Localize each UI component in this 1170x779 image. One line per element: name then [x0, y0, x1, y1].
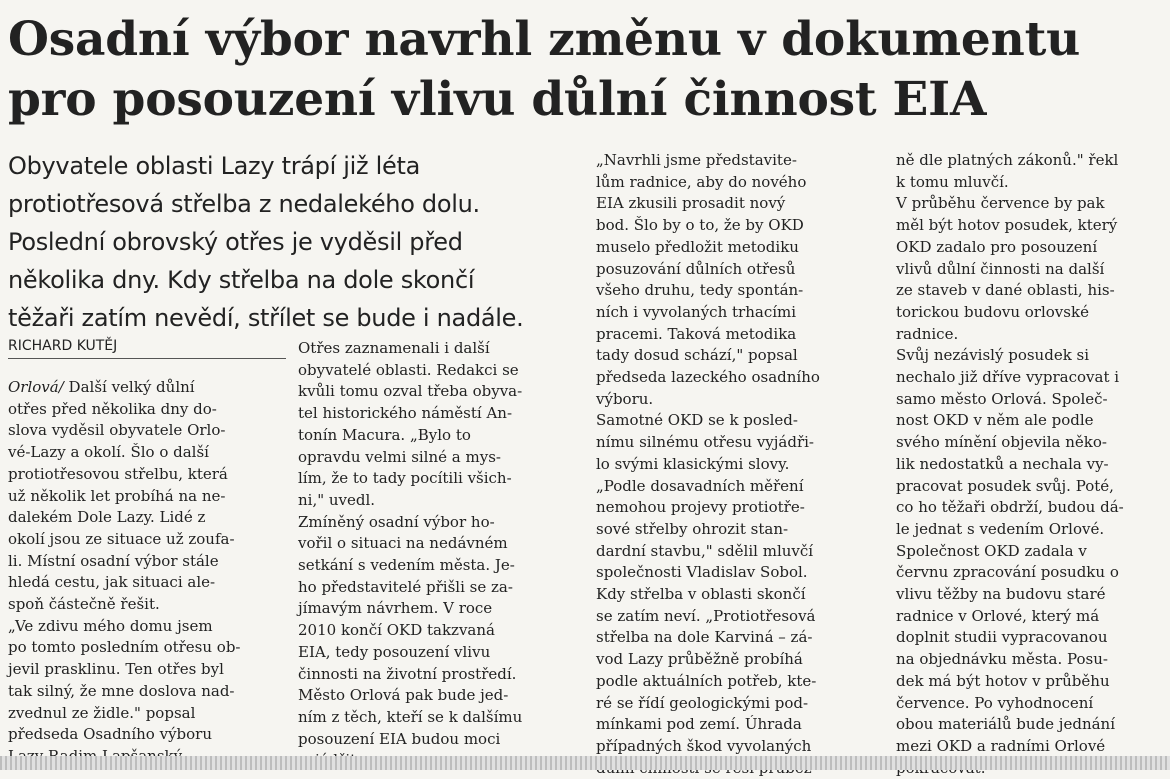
article-text-line: nechalo již dříve vypracovat i [896, 368, 1120, 387]
dateline: Orlová/ [8, 378, 64, 396]
article-text-line: se zatím neví. „Protiotřesová [596, 606, 816, 625]
article-text-line: zvednul ze židle." popsal [8, 703, 196, 722]
article-text-line: Otřes zaznamenali i další [298, 339, 490, 357]
article-text-line: radnice. [896, 324, 959, 343]
lead-line: Poslední obrovský otřes je vyděsil před [8, 228, 463, 256]
article-text-line: Svůj nezávislý posudek si [896, 346, 1090, 365]
article-text-line: nemohou projevy protiotře- [596, 498, 805, 517]
headline-line: pro posouzení vlivu důlní činnost EIA [8, 72, 987, 127]
article-text-line: tel historického náměstí An- [298, 404, 513, 423]
article-text-line: jevil prasklinu. Ten otřes byl [8, 660, 224, 679]
article-text-line: případných škod vyvolaných [596, 736, 812, 755]
article-text-line: 2010 končí OKD takzvaná [298, 621, 495, 640]
article-text-line: nost OKD v něm ale podle [896, 411, 1094, 430]
author-byline: RICHARD KUTĚJ [8, 336, 286, 359]
headline [8, 10, 1158, 130]
article-text-line: výboru. [596, 389, 654, 408]
article-text-line: vod Lazy průběžně probíhá [596, 650, 803, 669]
article-text-line: pracovat posudek svůj. Poté, [896, 476, 1114, 495]
article-text-line: „Ve zdivu mého domu jsem [8, 616, 213, 635]
article-text-line: ho představitelé přišli se za- [298, 577, 513, 596]
lead-line: Obyvatele oblasti Lazy trápí již léta [8, 152, 421, 180]
article-text-line: EIA zkusili prosadit nový [596, 194, 786, 213]
article-text-line: okolí jsou ze situace už zoufa- [8, 529, 235, 548]
article-text-line: obyvatelé oblasti. Redakci se [298, 360, 519, 379]
article-text-line: nímu silnému otřesu vyjádři- [596, 433, 815, 452]
article-text-line: posuzování důlních otřesů [596, 259, 796, 278]
article-text-line: ních i vyvolaných trhacími [596, 302, 797, 321]
article-text-line: samo město Orlová. Společ- [896, 389, 1108, 408]
article-text-line: Kdy střelba v oblasti skončí [596, 585, 806, 604]
article-text-line: ním z těch, kteří se k dalšímu [298, 707, 523, 726]
page-bottom-edge [0, 756, 1170, 770]
article-text-line: EIA, tedy posouzení vlivu [298, 642, 491, 661]
article-text-line: měl být hotov posudek, který [896, 216, 1118, 235]
article-text-line: vlivu těžby na budovu staré [896, 585, 1106, 604]
article-text-line: lik nedostatků a nechala vy- [896, 454, 1109, 473]
article-text-line: dardní stavbu," sdělil mluvčí [596, 541, 814, 560]
lead-line: těžaři zatím nevědí, střílet se bude i nadále. [8, 304, 524, 332]
article-text-line: otřes před několika dny do- [8, 399, 217, 418]
article-text-line: vé-Lazy a okolí. Šlo o další [8, 443, 209, 462]
article-text-line: vořil o situaci na nedávném [298, 534, 508, 553]
article-text-line: podle aktuálních potřeb, kte- [596, 671, 817, 690]
article-column-4 [896, 150, 1124, 779]
article-column-1 [8, 377, 241, 768]
article-text-line: torickou budovu orlovské [896, 302, 1089, 321]
article-text-line: k tomu mluvčí. [896, 172, 1009, 191]
article-text-line: Společnost OKD zadala v [896, 541, 1087, 560]
headline-line: Osadní výbor navrhl změnu v dokumentu [8, 12, 1081, 67]
article-text-line: doplnit studii vypracovanou [896, 628, 1108, 647]
article-text-line: tak silný, že mne doslova nad- [8, 681, 235, 700]
article-text-line [8, 377, 241, 399]
article-text-line: společnosti Vladislav Sobol. [596, 563, 808, 582]
article-text-line: slova vyděsil obyvatele Orlo- [8, 421, 226, 440]
article-text-line: na objednávku města. Posu- [896, 650, 1108, 669]
article-text-line: OKD zadalo pro posouzení [896, 237, 1098, 256]
article-text-line: červnu zpracování posudku o [896, 563, 1119, 582]
article-text-line: protiotřesovou střelbu, která [8, 464, 228, 483]
article-text-line: radnice v Orlové, který má [896, 606, 1100, 625]
article-text-line: V průběhu července by pak [896, 194, 1105, 213]
article-text-line: po tomto posledním otřesu ob- [8, 638, 241, 657]
article-text-line: předseda Osadního výboru [8, 725, 213, 744]
article-text-line: kvůli tomu ozval třeba obyva- [298, 382, 523, 401]
article-text-line: opravdu velmi silné a mys- [298, 447, 501, 466]
article-text-line: jímavým návrhem. V roce [298, 599, 493, 618]
article-text-line: činnosti na životní prostředí. [298, 664, 517, 683]
article-text-line: lům radnice, aby do nového [596, 172, 807, 191]
article-text-line: obou materiálů bude jednání [896, 715, 1116, 734]
article-text-line: le jednat s vedením Orlové. [896, 519, 1105, 538]
article-column-3 [596, 150, 820, 779]
article-text-line: pracemi. Taková metodika [596, 324, 797, 343]
article-text-line: Město Orlová pak bude jed- [298, 686, 509, 705]
article-text-line: muselo předložit metodiku [596, 237, 799, 256]
article-text-line: už několik let probíhá na ne- [8, 486, 226, 505]
lead-paragraph [8, 147, 598, 337]
article-text-line: bod. Šlo by o to, že by OKD [596, 216, 804, 235]
article-text-line: vlivů důlní činnosti na další [896, 259, 1105, 278]
article-text-line: ni," uvedl. [298, 490, 376, 509]
article-text-line: Zmíněný osadní výbor ho- [298, 512, 495, 531]
article-text-line: „Navrhli jsme představite- [596, 151, 797, 169]
article-text-line: sové střelby ohrozit stan- [596, 519, 789, 538]
article-text-fragment: Další velký důlní [63, 378, 195, 396]
article-text-line: mezi OKD a radními Orlové [896, 736, 1106, 755]
article-text-line: co ho těžaři obdrží, budou dá- [896, 498, 1124, 517]
article-text-line: ze staveb v dané oblasti, his- [896, 281, 1115, 300]
article-text-line: setkání s vedením města. Je- [298, 556, 515, 575]
article-text-line: svého mínění objevila něko- [896, 433, 1107, 452]
article-text-line: lím, že to tady pocítili všich- [298, 469, 512, 488]
article-text-line: Samotné OKD se k posled- [596, 411, 798, 430]
article-text-line: mínkami pod zemí. Úhrada [596, 715, 802, 734]
article-text-line: posouzení EIA budou moci [298, 729, 501, 748]
article-text-line: předseda lazeckého osadního [596, 368, 820, 387]
lead-line: protiotřesová střelba z nedalekého dolu. [8, 190, 480, 218]
article-text-line: ně dle platných zákonů." řekl [896, 151, 1119, 169]
article-text-line: tonín Macura. „Bylo to [298, 425, 471, 444]
article-text-line: li. Místní osadní výbor stále [8, 551, 219, 570]
article-text-line: července. Po vyhodnocení [896, 693, 1094, 712]
article-text-line: dalekém Dole Lazy. Lidé z [8, 508, 206, 527]
article-text-line: hledá cestu, jak situaci ale- [8, 573, 216, 592]
article-text-line: dek má být hotov v průběhu [896, 671, 1110, 690]
article-text-line: lo svými klasickými slovy. [596, 454, 790, 473]
article-column-2 [298, 338, 522, 772]
lead-line: několika dny. Kdy střelba na dole skončí [8, 266, 475, 294]
article-text-line: „Podle dosavadních měření [596, 476, 804, 495]
article-text-line: všeho druhu, tedy spontán- [596, 281, 804, 300]
article-text-line: ré se řídí geologickými pod- [596, 693, 809, 712]
article-text-line: střelba na dole Karviná – zá- [596, 628, 813, 647]
article-text-line: tady dosud schází," popsal [596, 346, 798, 365]
article-text-line: spoň částečně řešit. [8, 595, 160, 614]
